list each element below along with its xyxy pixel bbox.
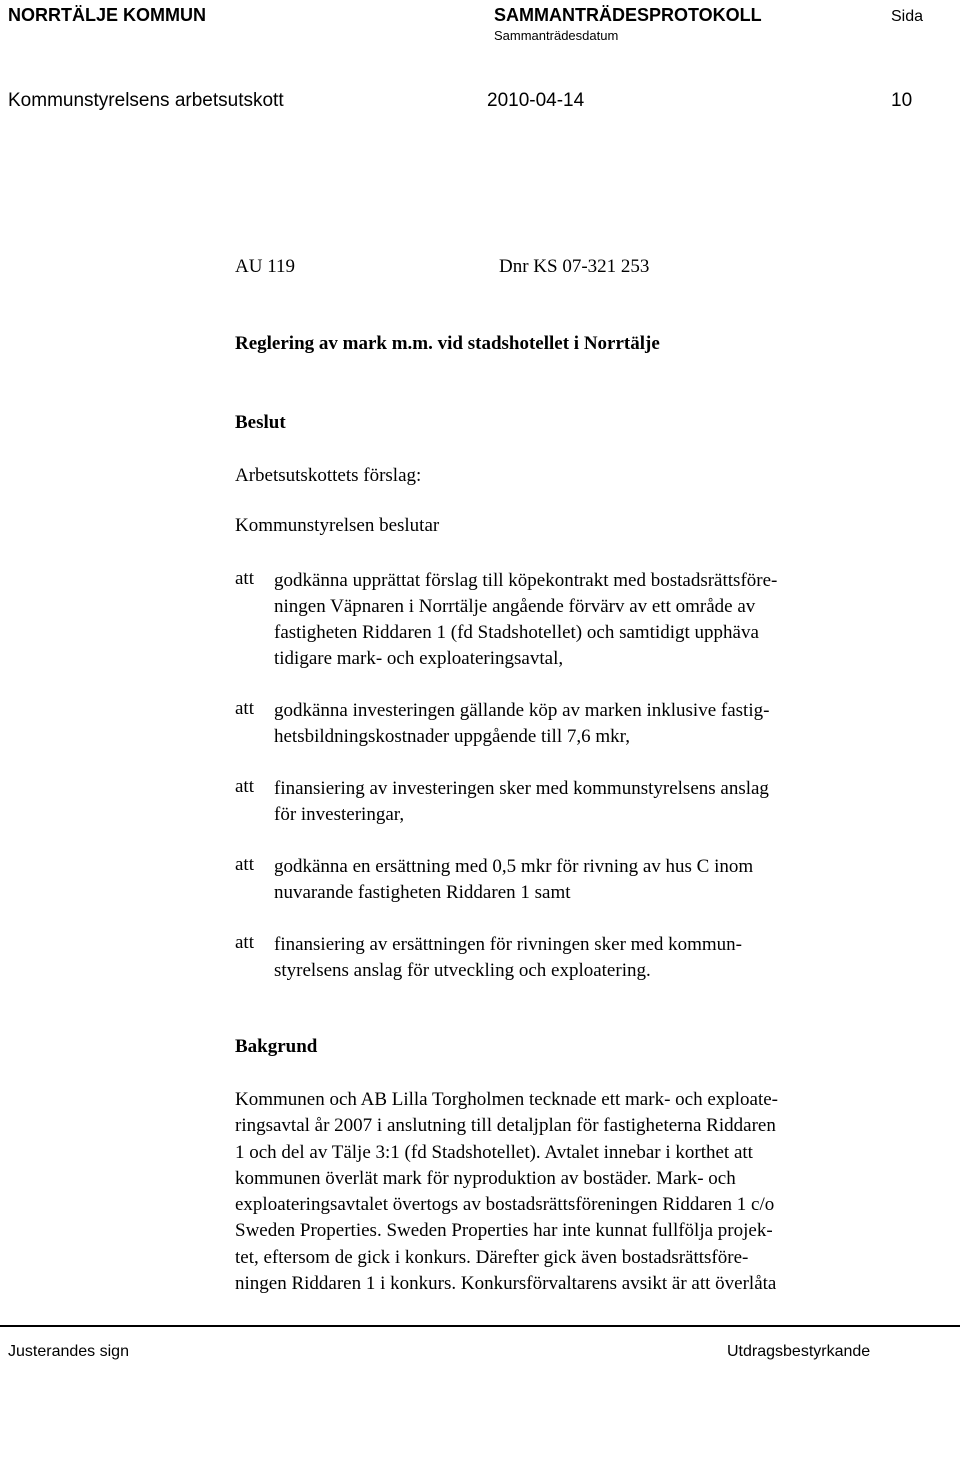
decision-item-text bbox=[274, 776, 884, 828]
text-line: tidigare mark- och exploateringsavtal, bbox=[274, 648, 564, 669]
page-number: 10 bbox=[891, 90, 913, 111]
text-line: ringsavtal år 2007 i anslutning till detaljplan för fastigheterna Riddaren bbox=[235, 1115, 776, 1137]
text-line: kommunen överlät mark för nyproduktion av bostäder. Mark- och bbox=[235, 1167, 736, 1189]
text-line: Sweden Properties. Sweden Properties har inte kunnat fullfölja projek- bbox=[235, 1220, 773, 1242]
text-line: nuvarande fastigheten Riddaren 1 samt bbox=[274, 882, 571, 903]
decision-item-text bbox=[274, 854, 884, 906]
text-line: styrelsens anslag för utveckling och exploatering. bbox=[274, 960, 651, 981]
meeting-date: 2010-04-14 bbox=[487, 90, 585, 111]
text-line: hetsbildningskostnader uppgående till 7,6 mkr, bbox=[274, 726, 630, 747]
decision-heading: Beslut bbox=[235, 412, 286, 433]
signature-label: Justerandes sign bbox=[8, 1343, 129, 1360]
page-label: Sida bbox=[891, 8, 924, 25]
att-label: att bbox=[235, 932, 254, 953]
case-title: Reglering av mark m.m. vid stadshotellet i Norrtälje bbox=[235, 333, 660, 354]
registration-number: Dnr KS 07-321 253 bbox=[499, 256, 650, 277]
decision-intro: Kommunstyrelsen beslutar bbox=[235, 515, 440, 536]
text-line: finansiering av investeringen sker med kommunstyrelsens anslag bbox=[274, 778, 769, 799]
att-label: att bbox=[235, 698, 254, 719]
text-line: finansiering av ersättningen för rivningen sker med kommun- bbox=[274, 934, 743, 955]
text-line: godkänna investeringen gällande köp av marken inklusive fastig- bbox=[274, 700, 770, 721]
document-type: SAMMANTRÄDESPROTOKOLL bbox=[494, 5, 762, 25]
proposal-label: Arbetsutskottets förslag: bbox=[235, 465, 422, 486]
text-line: för investeringar, bbox=[274, 804, 405, 825]
committee-name: Kommunstyrelsens arbetsutskott bbox=[8, 90, 284, 111]
footer-divider bbox=[0, 1325, 960, 1327]
text-line: ningen Väpnaren i Norrtälje angående förvärv av ett område av bbox=[274, 596, 756, 617]
decision-item-text bbox=[274, 568, 884, 672]
organization-name: NORRTÄLJE KOMMUN bbox=[8, 5, 206, 25]
text-line: 1 och del av Tälje 3:1 (fd Stadshotellet). Avtalet innebar i korthet att bbox=[235, 1141, 753, 1163]
meeting-date-label: Sammanträdesdatum bbox=[494, 28, 619, 43]
text-line: fastigheten Riddaren 1 (fd Stadshotellet) och samtidigt upphäva bbox=[274, 622, 759, 643]
extract-label: Utdragsbestyrkande bbox=[727, 1343, 871, 1360]
text-line: ningen Riddaren 1 i konkurs. Konkursförvaltarens avsikt är att överlåta bbox=[235, 1273, 777, 1295]
att-label: att bbox=[235, 568, 254, 589]
decision-item-text bbox=[274, 932, 884, 984]
text-line: Kommunen och AB Lilla Torgholmen tecknade ett mark- och exploate- bbox=[235, 1089, 779, 1110]
att-label: att bbox=[235, 776, 254, 797]
au-number: AU 119 bbox=[235, 256, 295, 277]
text-line: exploateringsavtalet övertogs av bostadsrättsföreningen Riddaren 1 c/o bbox=[235, 1194, 775, 1216]
text-line: tet, eftersom de gick i konkurs. Därefter gick även bostadsrättsföre- bbox=[235, 1246, 749, 1268]
text-line: godkänna upprättat förslag till köpekontrakt med bostadsrättsföre- bbox=[274, 570, 778, 591]
text-line: godkänna en ersättning med 0,5 mkr för rivning av hus C inom bbox=[274, 856, 754, 877]
att-label: att bbox=[235, 854, 254, 875]
decision-item-text bbox=[274, 698, 884, 750]
background-heading: Bakgrund bbox=[235, 1036, 318, 1057]
background-paragraph bbox=[235, 1087, 778, 1297]
